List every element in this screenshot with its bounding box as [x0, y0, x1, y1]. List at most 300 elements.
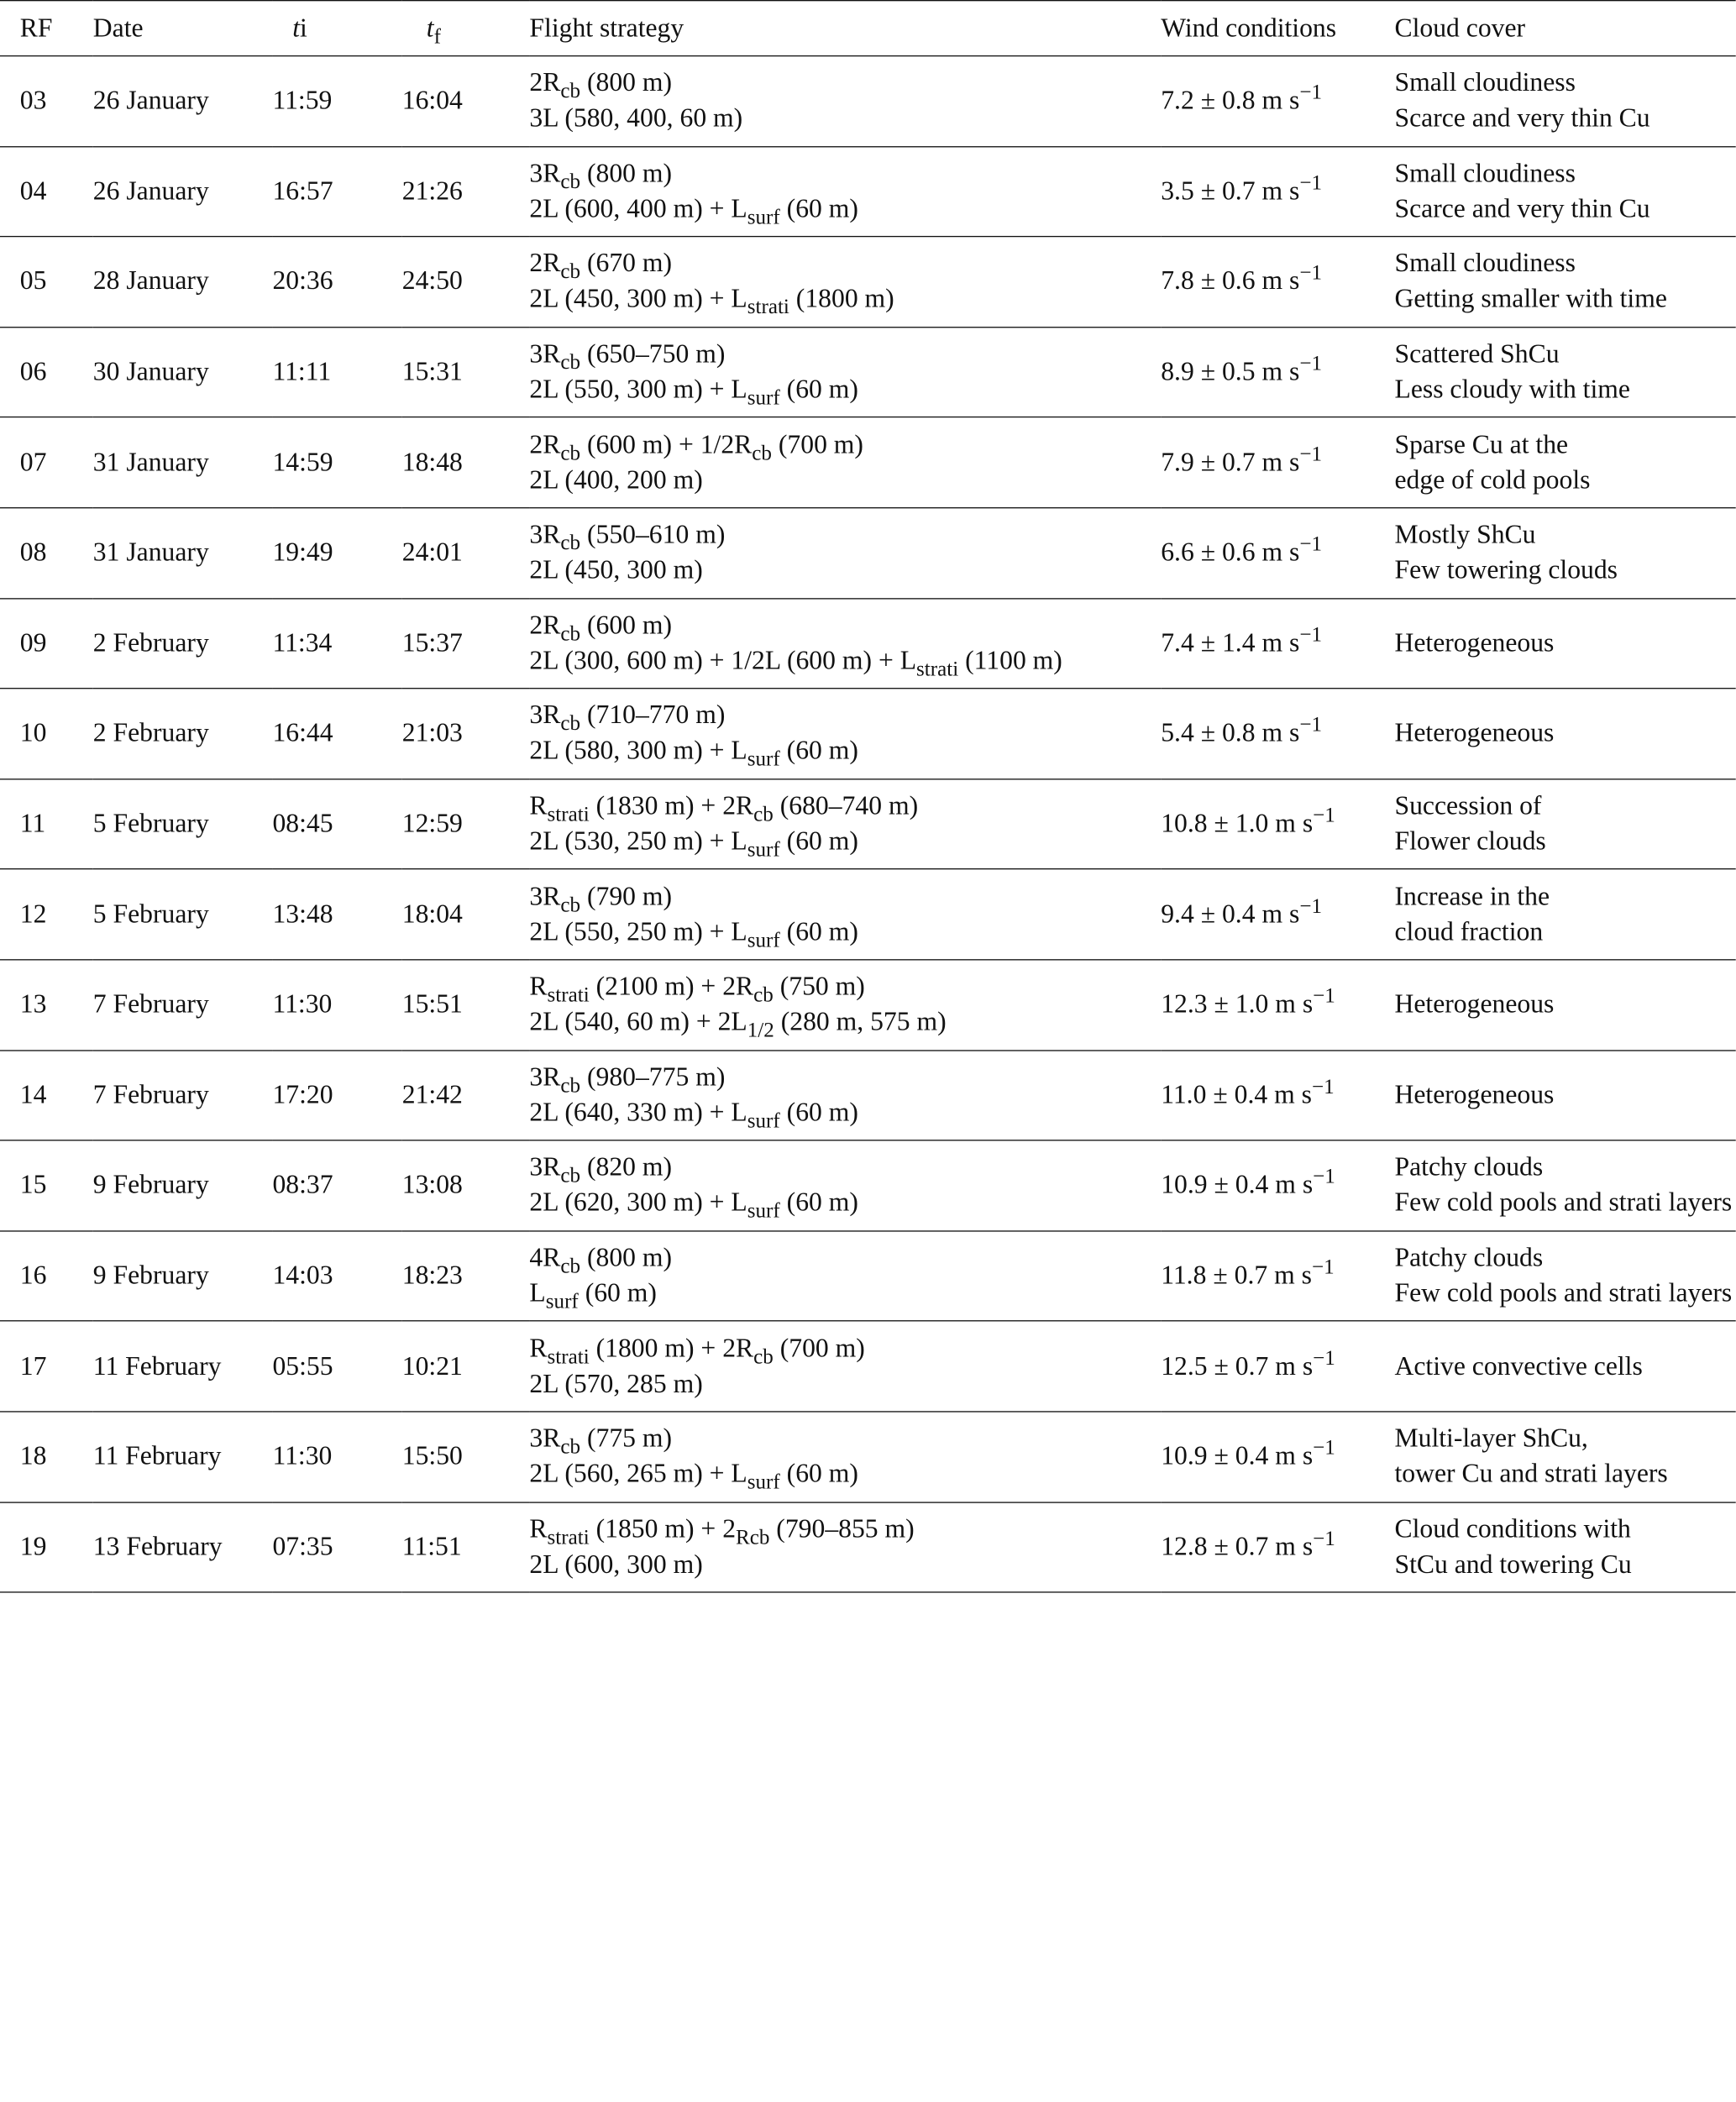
- cell-cloud-cover: [1394, 1050, 1735, 1140]
- strategy-line: [529, 1060, 1161, 1098]
- cell-cloud-cover: [1394, 689, 1735, 779]
- wind-unit-exponent: −1: [1311, 1075, 1335, 1099]
- strategy-line: [529, 1276, 1161, 1314]
- cell-tf: 18:04: [401, 899, 463, 930]
- cell-date: 5 February: [92, 899, 209, 930]
- wind-value: 12.5 ± 0.7: [1161, 1351, 1269, 1381]
- cell-flight-strategy: [529, 960, 1161, 1051]
- cloud-line: Few cold pools and strati layers: [1394, 1279, 1733, 1308]
- strategy-text: (790 m): [580, 882, 673, 911]
- strategy-line: [529, 246, 1161, 285]
- cell-tf: 10:21: [401, 1351, 463, 1381]
- cell-cloud-cover: [1394, 327, 1735, 417]
- strategy-subscript: surf: [747, 747, 780, 772]
- cell-wind-conditions: [1161, 1231, 1394, 1322]
- strategy-subscript: strati: [916, 658, 959, 681]
- strategy-subscript: surf: [545, 1290, 579, 1314]
- cell-tf: 21:42: [401, 1081, 463, 1110]
- cell-ti: 05:55: [272, 1351, 333, 1381]
- wind-value: 10.9 ± 0.4: [1161, 1442, 1269, 1471]
- wind-unit: m s: [1261, 86, 1300, 116]
- cell-ti: 16:44: [272, 719, 333, 748]
- cell-wind-conditions: [1161, 869, 1394, 960]
- cell-rf: 03: [19, 86, 47, 116]
- strategy-text: (60 m): [779, 194, 858, 224]
- strategy-line: [529, 608, 1161, 646]
- wind-unit: m s: [1275, 990, 1314, 1020]
- strategy-line: [529, 1547, 1161, 1582]
- strategy-subscript: surf: [747, 1199, 780, 1224]
- cell-flight-strategy: [529, 1412, 1161, 1502]
- wind-unit: m s: [1261, 358, 1300, 387]
- cell-cloud-cover: [1394, 1140, 1735, 1231]
- cell-ti: 20:36: [272, 267, 333, 296]
- wind-value: 12.8 ± 0.7: [1161, 1533, 1269, 1562]
- strategy-subscript: surf: [747, 838, 780, 862]
- cloud-line: tower Cu and strati layers: [1394, 1460, 1668, 1489]
- strategy-text: 2L (530, 250 m) + L: [529, 827, 747, 857]
- strategy-subscript: strati: [547, 983, 590, 1008]
- strategy-text: (60 m): [779, 736, 858, 766]
- strategy-line: [529, 191, 1161, 227]
- strategy-subscript: cb: [560, 80, 581, 104]
- strategy-line: [529, 156, 1161, 194]
- table-row: [0, 1140, 1736, 1231]
- cell-date: 26 January: [92, 86, 209, 116]
- cloud-line: Scarce and very thin Cu: [1394, 104, 1650, 134]
- strategy-line: [529, 427, 1161, 463]
- wind-value: 7.9 ± 0.7: [1161, 448, 1256, 478]
- cell-flight-strategy: [529, 417, 1161, 508]
- cloud-line: Sparse Cu at the: [1394, 430, 1569, 459]
- wind-unit-exponent: −1: [1299, 261, 1322, 286]
- table-row: [0, 1231, 1736, 1322]
- strategy-text: (1800 m): [789, 285, 894, 314]
- table-row: [0, 869, 1736, 960]
- strategy-text: (980–775 m): [580, 1062, 726, 1093]
- header-ti-base: t: [292, 13, 300, 43]
- strategy-text: 2L (540, 60 m) + 2L: [529, 1008, 747, 1037]
- table-row: [0, 1412, 1736, 1502]
- strategy-text: 2L (600, 400 m) + L: [529, 194, 747, 224]
- strategy-line: [529, 517, 1161, 556]
- cell-ti: 14:59: [272, 448, 333, 478]
- header-wind-conditions: Wind conditions: [1161, 13, 1337, 43]
- strategy-line: [529, 699, 1161, 734]
- strategy-text: 2R: [529, 430, 561, 459]
- strategy-text: (280 m, 575 m): [774, 1008, 947, 1037]
- wind-unit: m s: [1275, 810, 1314, 839]
- strategy-text: 3R: [529, 882, 561, 911]
- table-row: [0, 689, 1736, 779]
- strategy-line: [529, 824, 1161, 862]
- header-ti: [272, 1, 401, 56]
- strategy-subscript: surf: [747, 206, 780, 229]
- strategy-text: 3R: [529, 159, 561, 189]
- cloud-line: Increase in the: [1394, 882, 1550, 911]
- strategy-line: [529, 1151, 1161, 1186]
- cell-wind-conditions: [1161, 960, 1394, 1051]
- cloud-line: Less cloudy with time: [1394, 375, 1630, 405]
- wind-unit-exponent: −1: [1313, 1436, 1335, 1460]
- strategy-text: (60 m): [779, 917, 858, 947]
- cell-ti: 11:30: [272, 990, 333, 1020]
- strategy-line: [529, 1421, 1161, 1460]
- wind-value: 7.2 ± 0.8: [1161, 86, 1256, 116]
- wind-unit-exponent: −1: [1313, 1527, 1335, 1551]
- strategy-text: R: [529, 972, 548, 1002]
- table-row: [0, 146, 1736, 237]
- header-ti-sub: i: [299, 13, 307, 43]
- cell-ti: 11:11: [272, 358, 332, 387]
- table-body: [0, 56, 1736, 1592]
- strategy-text: 3R: [529, 1424, 561, 1454]
- cell-date: 7 February: [92, 990, 209, 1020]
- cell-date: 31 January: [92, 448, 209, 478]
- strategy-text: 2R: [529, 69, 561, 98]
- cell-wind-conditions: [1161, 146, 1394, 237]
- wind-unit: m s: [1274, 1081, 1312, 1110]
- strategy-text: (650–750 m): [580, 340, 726, 370]
- cell-ti: 13:48: [272, 899, 333, 930]
- wind-unit: m s: [1261, 628, 1300, 658]
- strategy-line: [529, 66, 1161, 104]
- cell-date: 9 February: [92, 1171, 209, 1200]
- strategy-line: [529, 734, 1161, 772]
- strategy-text: (60 m): [779, 375, 858, 405]
- table-row: [0, 1502, 1736, 1592]
- cell-wind-conditions: [1161, 417, 1394, 508]
- cell-tf: 15:50: [401, 1442, 463, 1471]
- cell-rf: 15: [19, 1171, 47, 1200]
- header-tf-base: t: [426, 13, 434, 43]
- cell-rf: 06: [19, 358, 47, 387]
- strategy-subscript: cb: [560, 712, 581, 736]
- strategy-subscript: cb: [753, 983, 774, 1008]
- cell-rf: 14: [19, 1081, 47, 1110]
- wind-unit-exponent: −1: [1313, 804, 1335, 828]
- strategy-line: [529, 1005, 1161, 1041]
- strategy-text: (1800 m) + 2R: [589, 1334, 754, 1364]
- cell-ti: 11:30: [272, 1442, 333, 1471]
- cell-tf: 13:08: [401, 1171, 463, 1200]
- wind-value: 5.4 ± 0.8: [1161, 719, 1256, 748]
- header-date: Date: [92, 13, 144, 43]
- cell-flight-strategy: [529, 1502, 1161, 1592]
- strategy-subscript: cb: [753, 803, 774, 826]
- table-row: [0, 327, 1736, 417]
- cell-date: 5 February: [92, 810, 209, 839]
- cell-rf: 13: [19, 990, 47, 1020]
- cloud-line: edge of cold pools: [1394, 465, 1591, 495]
- cell-wind-conditions: [1161, 327, 1394, 417]
- strategy-text: (1100 m): [958, 647, 1062, 676]
- cell-rf: 12: [19, 899, 47, 930]
- cloud-line: Scattered ShCu: [1394, 340, 1560, 370]
- cloud-line: Heterogeneous: [1394, 1081, 1555, 1110]
- cell-cloud-cover: [1394, 598, 1735, 689]
- strategy-subscript: cb: [560, 532, 581, 556]
- cloud-line: Flower clouds: [1394, 827, 1546, 857]
- wind-unit: m s: [1261, 448, 1300, 478]
- strategy-line: [529, 789, 1161, 824]
- cell-wind-conditions: [1161, 598, 1394, 689]
- cell-tf: 24:50: [401, 267, 463, 296]
- strategy-text: (750 m): [773, 972, 865, 1002]
- cell-wind-conditions: [1161, 1050, 1394, 1140]
- cell-rf: 04: [19, 176, 47, 207]
- wind-value: 8.9 ± 0.5: [1161, 358, 1256, 387]
- cloud-line: Small cloudiness: [1394, 69, 1576, 98]
- strategy-text: R: [529, 1334, 548, 1364]
- cell-ti: 11:34: [272, 628, 333, 658]
- cell-ti: 08:45: [272, 810, 333, 839]
- cell-ti: 16:57: [272, 176, 333, 207]
- cell-tf: 15:51: [401, 990, 463, 1020]
- strategy-text: 2L (550, 250 m) + L: [529, 917, 747, 947]
- cell-flight-strategy: [529, 237, 1161, 328]
- cell-tf: 11:51: [401, 1533, 462, 1562]
- strategy-subscript: cb: [560, 893, 581, 917]
- wind-unit-exponent: −1: [1299, 81, 1322, 105]
- cell-cloud-cover: [1394, 237, 1735, 328]
- cell-cloud-cover: [1394, 1231, 1735, 1322]
- cell-flight-strategy: [529, 146, 1161, 237]
- wind-value: 10.9 ± 0.4: [1161, 1171, 1269, 1200]
- cloud-line: Multi-layer ShCu,: [1394, 1424, 1588, 1454]
- wind-unit-exponent: −1: [1299, 532, 1322, 557]
- strategy-line: [529, 1186, 1161, 1224]
- wind-unit-exponent: −1: [1299, 352, 1322, 376]
- strategy-text: 3R: [529, 701, 561, 731]
- cell-wind-conditions: [1161, 779, 1394, 870]
- strategy-line: [529, 337, 1161, 375]
- cloud-line: Mostly ShCu: [1394, 521, 1536, 550]
- strategy-text: 2L (560, 265 m) + L: [529, 1460, 747, 1489]
- wind-value: 10.8 ± 1.0: [1161, 810, 1269, 839]
- cell-date: 30 January: [92, 358, 209, 387]
- strategy-subscript: surf: [747, 1109, 780, 1134]
- strategy-line: [529, 372, 1161, 411]
- wind-value: 11.8 ± 0.7: [1161, 1261, 1268, 1291]
- cell-ti: 11:59: [272, 86, 333, 116]
- cloud-line: StCu and towering Cu: [1394, 1550, 1632, 1580]
- strategy-line: [529, 879, 1161, 915]
- wind-unit: m s: [1261, 267, 1300, 296]
- strategy-line: [529, 969, 1161, 1008]
- strategy-text: 2L (620, 300 m) + L: [529, 1188, 747, 1219]
- cell-wind-conditions: [1161, 1502, 1394, 1592]
- cell-cloud-cover: [1394, 56, 1735, 147]
- cell-wind-conditions: [1161, 237, 1394, 328]
- strategy-text: 3R: [529, 521, 561, 550]
- cloud-line: Small cloudiness: [1394, 159, 1576, 189]
- cell-wind-conditions: [1161, 689, 1394, 779]
- cell-cloud-cover: [1394, 960, 1735, 1051]
- strategy-text: (60 m): [578, 1279, 657, 1308]
- strategy-subscript: surf: [747, 929, 780, 952]
- strategy-text: 3R: [529, 1153, 561, 1182]
- strategy-subscript: strati: [547, 1526, 590, 1549]
- cell-ti: 08:37: [272, 1171, 333, 1200]
- cell-tf: 18:48: [401, 448, 463, 478]
- cell-flight-strategy: [529, 1321, 1161, 1412]
- strategy-text: 2L (300, 600 m) + 1/2L (600 m) + L: [529, 647, 917, 676]
- cloud-line: Cloud conditions with: [1394, 1514, 1631, 1544]
- cell-date: 7 February: [92, 1081, 209, 1110]
- strategy-line: [529, 1095, 1161, 1134]
- strategy-subscript: cb: [560, 1255, 581, 1279]
- cloud-line: Active convective cells: [1394, 1351, 1643, 1381]
- cell-cloud-cover: [1394, 869, 1735, 960]
- strategy-text: (680–740 m): [773, 792, 919, 821]
- header-tf-sub: f: [433, 24, 441, 49]
- strategy-line: [529, 1331, 1161, 1369]
- strategy-line: [529, 643, 1161, 679]
- strategy-line: [529, 101, 1161, 136]
- strategy-text: (800 m): [580, 1244, 673, 1273]
- strategy-subscript: cb: [560, 1074, 581, 1098]
- wind-unit: m s: [1261, 538, 1300, 568]
- table-row: [0, 1321, 1736, 1412]
- strategy-text: 2L (600, 300 m): [529, 1550, 703, 1580]
- cell-tf: 15:31: [401, 358, 463, 387]
- strategy-text: (775 m): [580, 1424, 673, 1454]
- cell-rf: 19: [19, 1533, 47, 1562]
- strategy-text: 2L (400, 200 m): [529, 465, 703, 495]
- strategy-line: [529, 463, 1161, 498]
- table-row: [0, 960, 1736, 1051]
- strategy-subscript: cb: [752, 441, 772, 465]
- strategy-subscript: cb: [560, 351, 581, 375]
- cell-flight-strategy: [529, 779, 1161, 870]
- cloud-line: Getting smaller with time: [1394, 285, 1667, 314]
- cell-flight-strategy: [529, 1140, 1161, 1231]
- strategy-subscript: strati: [747, 296, 789, 320]
- strategy-text: 3R: [529, 340, 561, 370]
- cell-ti: 17:20: [272, 1081, 333, 1110]
- cell-cloud-cover: [1394, 417, 1735, 508]
- strategy-text: (670 m): [580, 249, 673, 279]
- cloud-line: Heterogeneous: [1394, 990, 1555, 1020]
- cell-wind-conditions: [1161, 1412, 1394, 1502]
- cell-rf: 05: [19, 267, 47, 296]
- cell-rf: 08: [19, 538, 47, 568]
- strategy-subscript: strati: [547, 803, 590, 826]
- wind-unit-exponent: −1: [1299, 713, 1322, 737]
- strategy-text: 2R: [529, 249, 561, 279]
- wind-unit: m s: [1261, 899, 1300, 930]
- strategy-text: R: [529, 792, 548, 821]
- header-tf: [402, 1, 530, 56]
- strategy-text: 2L (450, 300 m): [529, 556, 703, 585]
- strategy-text: 2L (570, 285 m): [529, 1369, 703, 1399]
- wind-value: 7.4 ± 1.4: [1161, 628, 1256, 658]
- strategy-text: (710–770 m): [580, 701, 726, 731]
- strategy-subscript: cb: [560, 1435, 581, 1460]
- strategy-subscript: surf: [747, 386, 780, 411]
- strategy-subscript: 1/2: [747, 1019, 774, 1043]
- table-row: [0, 417, 1736, 508]
- strategy-text: 2L (580, 300 m) + L: [529, 736, 747, 766]
- cell-flight-strategy: [529, 1050, 1161, 1140]
- strategy-text: 4R: [529, 1244, 561, 1273]
- strategy-text: (600 m) + 1/2R: [580, 430, 753, 459]
- header-cloud-cover: Cloud cover: [1394, 13, 1526, 43]
- wind-unit: m s: [1275, 1442, 1314, 1471]
- cell-cloud-cover: [1394, 1502, 1735, 1592]
- table-header-row: [0, 1, 1736, 56]
- strategy-text: 2R: [529, 611, 561, 641]
- wind-unit: m s: [1261, 176, 1300, 207]
- cloud-line: cloud fraction: [1394, 917, 1544, 947]
- strategy-text: (1850 m) + 2: [589, 1514, 737, 1544]
- strategy-text: (800 m): [580, 69, 673, 98]
- cloud-line: Patchy clouds: [1394, 1244, 1544, 1273]
- wind-value: 12.3 ± 1.0: [1161, 990, 1269, 1020]
- cloud-line: Heterogeneous: [1394, 719, 1555, 748]
- table-row: [0, 598, 1736, 689]
- strategy-text: 2L (450, 300 m) + L: [529, 285, 747, 314]
- strategy-line: [529, 1512, 1161, 1547]
- strategy-text: 2L (550, 300 m) + L: [529, 375, 747, 405]
- cell-rf: 11: [19, 810, 46, 839]
- wind-unit-exponent: −1: [1299, 171, 1322, 195]
- strategy-line: [529, 282, 1161, 320]
- strategy-text: (60 m): [779, 1460, 858, 1489]
- cloud-line: Few cold pools and strati layers: [1394, 1188, 1733, 1219]
- strategy-text: R: [529, 1514, 548, 1544]
- cell-date: 11 February: [92, 1442, 222, 1471]
- strategy-text: 2L (640, 330 m) + L: [529, 1098, 747, 1128]
- cloud-line: Scarce and very thin Cu: [1394, 194, 1650, 224]
- table-row: [0, 56, 1736, 147]
- strategy-text: (700 m): [773, 1334, 865, 1364]
- strategy-line: [529, 915, 1161, 950]
- wind-value: 9.4 ± 0.4: [1161, 899, 1256, 930]
- strategy-subscript: Rcb: [736, 1526, 770, 1549]
- wind-unit-exponent: −1: [1311, 1255, 1335, 1280]
- cell-wind-conditions: [1161, 56, 1394, 147]
- strategy-line: [529, 1240, 1161, 1279]
- cell-date: 13 February: [92, 1533, 223, 1562]
- strategy-text: 3R: [529, 1062, 561, 1093]
- table-row: [0, 237, 1736, 328]
- cell-flight-strategy: [529, 598, 1161, 689]
- strategy-text: (790–855 m): [769, 1514, 915, 1544]
- wind-unit-exponent: −1: [1299, 443, 1322, 466]
- table-row: [0, 1050, 1736, 1140]
- table-row: [0, 779, 1736, 870]
- cell-cloud-cover: [1394, 146, 1735, 237]
- strategy-line: [529, 1366, 1161, 1402]
- cell-ti: 07:35: [272, 1533, 333, 1562]
- cell-cloud-cover: [1394, 1321, 1735, 1412]
- strategy-line: [529, 553, 1161, 588]
- cell-rf: 10: [19, 719, 47, 748]
- strategy-line: [529, 1457, 1161, 1495]
- wind-unit-exponent: −1: [1299, 894, 1322, 918]
- strategy-text: (60 m): [779, 827, 858, 857]
- cell-wind-conditions: [1161, 1321, 1394, 1412]
- strategy-text: (550–610 m): [580, 521, 726, 550]
- wind-unit: m s: [1275, 1171, 1314, 1200]
- strategy-subscript: cb: [560, 441, 581, 465]
- strategy-text: (800 m): [580, 159, 673, 189]
- cell-rf: 17: [19, 1351, 47, 1381]
- cell-wind-conditions: [1161, 508, 1394, 599]
- cell-cloud-cover: [1394, 779, 1735, 870]
